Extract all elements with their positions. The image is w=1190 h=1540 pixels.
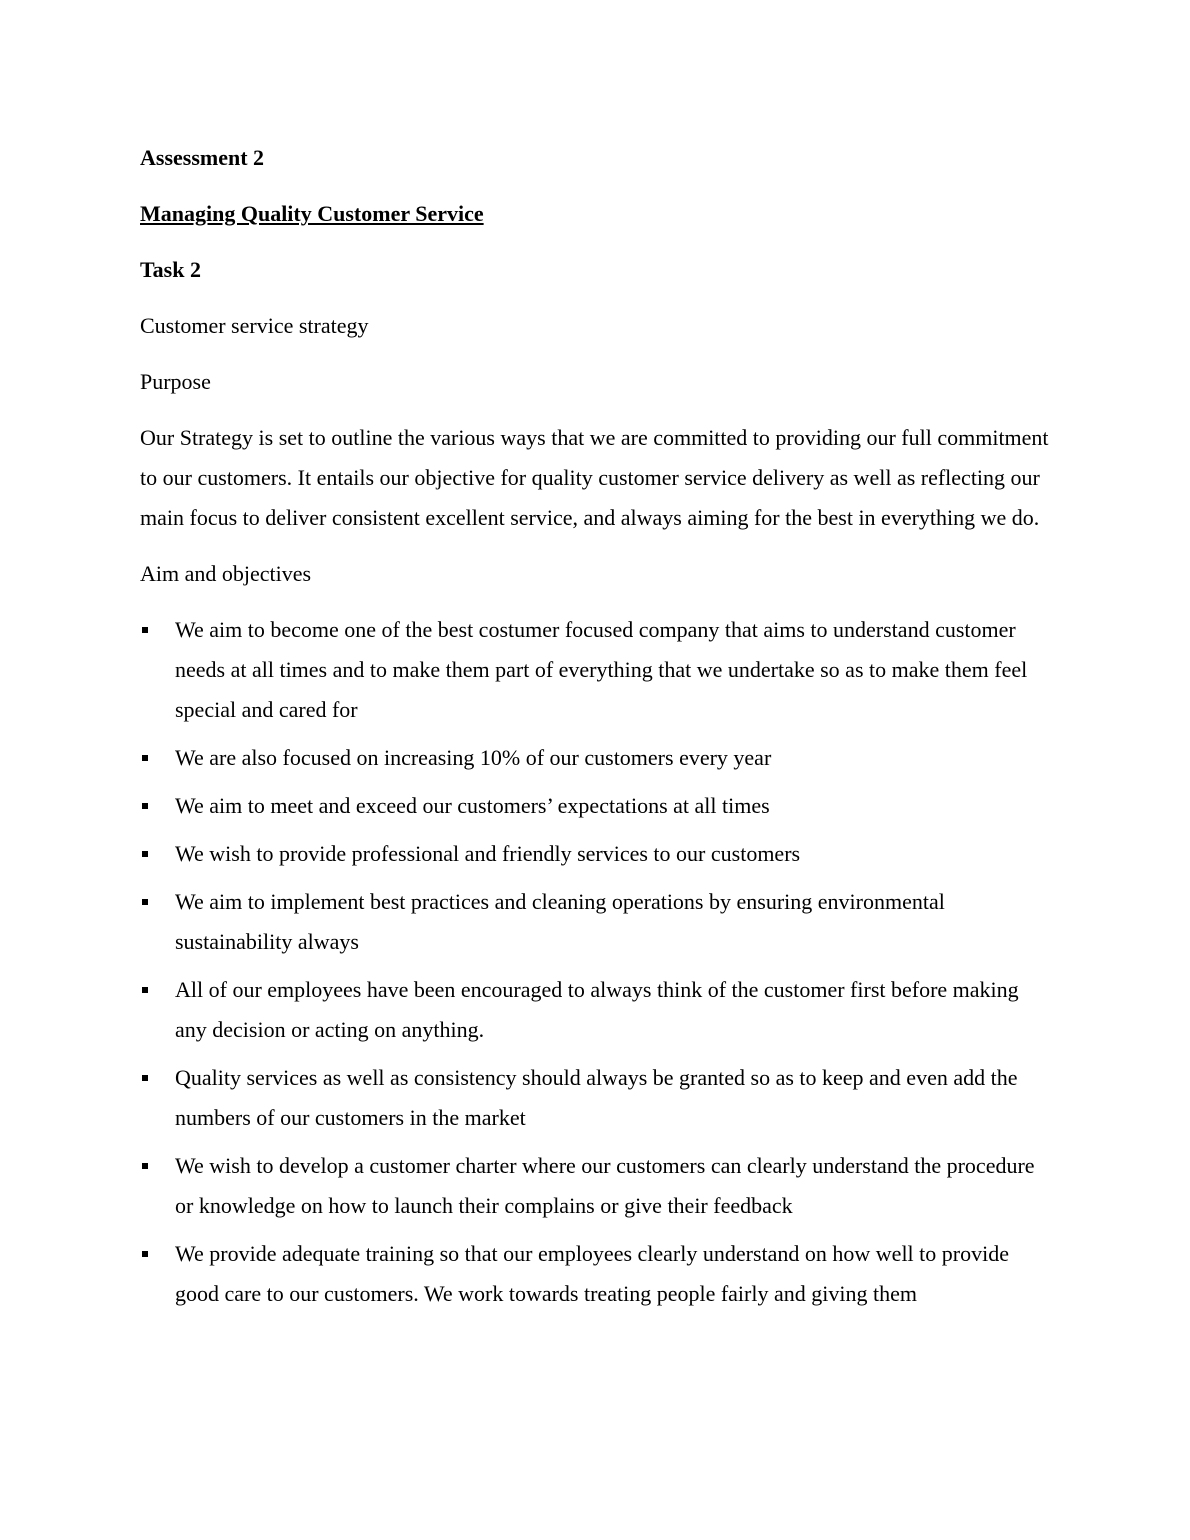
square-bullet-icon [142,1163,148,1169]
square-bullet-icon [142,755,148,761]
list-item [140,786,1050,826]
list-item-text: We wish to provide professional and friendly services to our customers [175,841,801,866]
square-bullet-icon [142,627,148,633]
list-item [140,1058,1050,1138]
list-item-text: We wish to develop a customer charter where our customers can clearly understand the procedure or knowledge on how to launch their complains or give their feedback [175,1153,1035,1218]
document-body [140,138,1050,1322]
list-item-text: Quality services as well as consistency should always be granted so as to keep and even add the numbers of our customers in the market [175,1065,1018,1130]
square-bullet-icon [142,899,148,905]
objectives-list [140,610,1050,1314]
list-item [140,738,1050,778]
course-title: Managing Quality Customer Service [140,201,484,226]
square-bullet-icon [142,1251,148,1257]
list-item-text: We aim to become one of the best costumer focused company that aims to understand customer needs at all times and to make them part of everything that we undertake so as to make them feel special and cared for [175,617,1028,722]
square-bullet-icon [142,803,148,809]
task-title: Task 2 [140,257,201,282]
aims-heading: Aim and objectives [140,561,312,586]
square-bullet-icon [142,851,148,857]
purpose-paragraph: Our Strategy is set to outline the various ways that we are committed to providing our full commitment to our customers. It entails our objective for quality customer service delivery as well as reflecting our main focus to deliver consistent excellent service, and always aiming for the best in everything we do. [140,425,1049,530]
list-item [140,1146,1050,1226]
list-item-text: We provide adequate training so that our employees clearly understand on how well to provide good care to our customers. We work towards treating people fairly and giving them [175,1241,1009,1306]
list-item [140,610,1050,730]
list-item-text: We aim to implement best practices and cleaning operations by ensuring environmental sustainability always [175,889,945,954]
list-item [140,882,1050,962]
strategy-heading: Customer service strategy [140,313,369,338]
list-item-text: All of our employees have been encouraged to always think of the customer first before making any decision or acting on anything. [175,977,1019,1042]
list-item-text: We aim to meet and exceed our customers’ expectations at all times [175,793,770,818]
list-item [140,970,1050,1050]
list-item [140,834,1050,874]
square-bullet-icon [142,987,148,993]
assessment-title: Assessment 2 [140,145,265,170]
list-item-text: We are also focused on increasing 10% of our customers every year [175,745,772,770]
square-bullet-icon [142,1075,148,1081]
list-item [140,1234,1050,1314]
purpose-heading: Purpose [140,369,211,394]
